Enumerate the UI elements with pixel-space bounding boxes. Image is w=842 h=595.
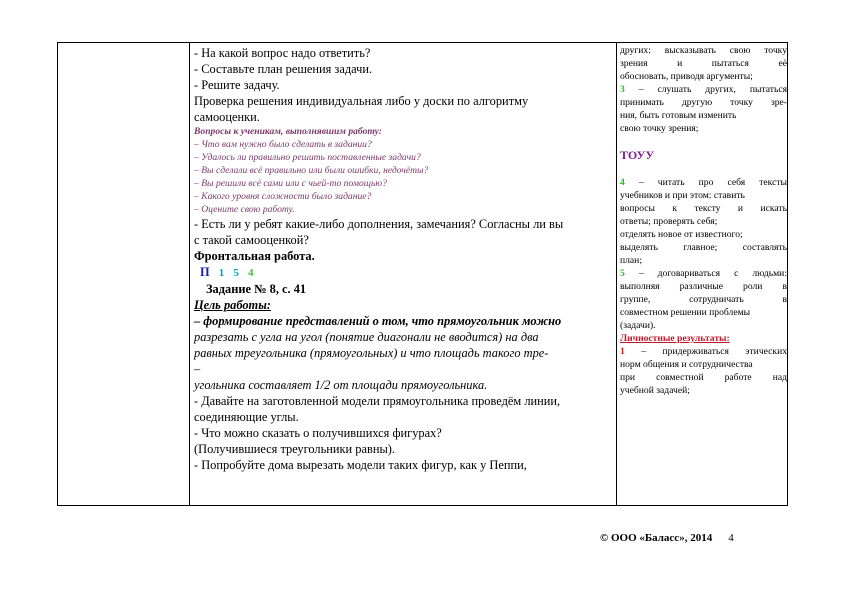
- page-number: 4: [728, 532, 734, 544]
- instruction-line: - Что можно сказать о получившихся фигурах?: [194, 426, 442, 440]
- instruction-line: - Давайте на заготовленной модели прямоугольника проведём линии,: [194, 394, 561, 408]
- skill-codes: [200, 264, 616, 281]
- uud-item-4: 4 – читать про себя тексты: [620, 177, 787, 188]
- column-divider-right: [616, 43, 617, 505]
- instruction-line: соединяющие углы.: [194, 410, 299, 424]
- personal-results-heading: Личностные результаты:: [620, 333, 730, 344]
- question-item: – Что вам нужно было сделать в задании?: [194, 139, 372, 150]
- goal-line: угольника составляет 1/2 от площади прямоугольника.: [194, 378, 488, 392]
- uud-line: при совместной работе над: [620, 372, 787, 383]
- uud-line: обосновать, приводя аргументы;: [620, 71, 753, 82]
- uud-item-3: 3 – слушать других, пытаться: [620, 84, 787, 95]
- column-divider-left: [189, 43, 190, 505]
- uud-line: норм общения и сотрудничества: [620, 359, 753, 370]
- code-p: П: [200, 265, 210, 279]
- goal-heading: Цель работы:: [194, 298, 271, 312]
- uud-line: (задачи).: [620, 320, 656, 331]
- goal-line: равных треугольника (прямоугольных) и что площадь такого тре-: [194, 346, 549, 360]
- copyright-text: © ООО «Баласс», 2014: [600, 532, 713, 544]
- code-5: 5: [233, 267, 239, 279]
- code-1: 1: [218, 267, 225, 279]
- instruction-line: (Получившиеся треугольники равны).: [194, 442, 395, 456]
- uud-column: [620, 44, 787, 397]
- question-item: – Какого уровня сложности было задание?: [194, 191, 372, 202]
- uud-line: совместном решении проблемы: [620, 307, 751, 318]
- task-title: Задание № 8, с. 41: [206, 282, 307, 296]
- frontal-work-heading: Фронтальная работа.: [194, 249, 315, 263]
- uud-line: группе, сотрудничать в: [620, 294, 787, 305]
- uud-line: зрения и пытаться её: [620, 58, 787, 69]
- uud-line: учебников и при этом: ставить: [620, 190, 745, 201]
- question-item: – Вы решили всё сами или с чьей-то помощью?: [194, 178, 387, 189]
- item-number: 3: [620, 84, 625, 95]
- goal-line: разрезать с угла на угол (понятие диагонали не вводится) на два: [194, 330, 539, 344]
- uud-line: выделять главное; составлять: [620, 242, 787, 253]
- uud-line: свою точку зрения;: [620, 123, 699, 134]
- uud-line: ния, быть готовым изменить: [620, 110, 737, 121]
- uud-line: ответы; проверять себя;: [620, 216, 718, 227]
- uud-line: вопросы к тексту и искать: [620, 203, 787, 214]
- uud-item-5: 5 – договариваться с людьми:: [620, 268, 787, 279]
- item-number: 1: [620, 346, 625, 357]
- question-item: – Вы сделали всё правильно или были ошибки, недочёты?: [194, 165, 429, 176]
- uud-line: других: высказывать свою точку: [620, 45, 787, 56]
- questions-heading: Вопросы к ученикам, выполнявшим работу:: [194, 126, 382, 137]
- item-number: 5: [620, 268, 625, 279]
- check-text: самооценки.: [194, 110, 260, 124]
- uud-line: план;: [620, 255, 642, 266]
- uud-line: отделять новое от известного;: [620, 229, 743, 240]
- additions-text: - Есть ли у ребят какие-либо дополнения, замечания? Согласны ли вы: [194, 217, 564, 231]
- activity-column: [194, 45, 616, 473]
- uud-line: учебной задачей;: [620, 385, 690, 396]
- additions-text: с такой самооценкой?: [194, 233, 309, 247]
- toyu-heading: ТОУУ: [620, 148, 655, 162]
- instruction-line: - Составьте план решения задачи.: [194, 62, 373, 76]
- check-text: Проверка решения индивидуальная либо у доски по алгоритму: [194, 94, 529, 108]
- lesson-table: [57, 42, 788, 506]
- uud-line: принимать другую точку зре-: [620, 97, 787, 108]
- question-item: – Удалось ли правильно решить поставленные задачи?: [194, 152, 421, 163]
- instruction-line: - Попробуйте дома вырезать модели таких фигур, как у Пеппи,: [194, 458, 527, 472]
- goal-line: – формирование представлений о том, что прямоугольник можно: [194, 314, 562, 328]
- item-number: 4: [620, 177, 625, 188]
- instruction-line: - Решите задачу.: [194, 78, 280, 92]
- uud-line: выполняя различные роли в: [620, 281, 787, 292]
- uud-item-1: 1 – придерживаться этических: [620, 346, 787, 357]
- question-item: – Оцените свою работу.: [194, 204, 295, 215]
- instruction-line: - На какой вопрос надо ответить?: [194, 46, 371, 60]
- code-4: 4: [247, 267, 254, 279]
- page-footer: [600, 532, 734, 544]
- goal-line: –: [194, 362, 201, 376]
